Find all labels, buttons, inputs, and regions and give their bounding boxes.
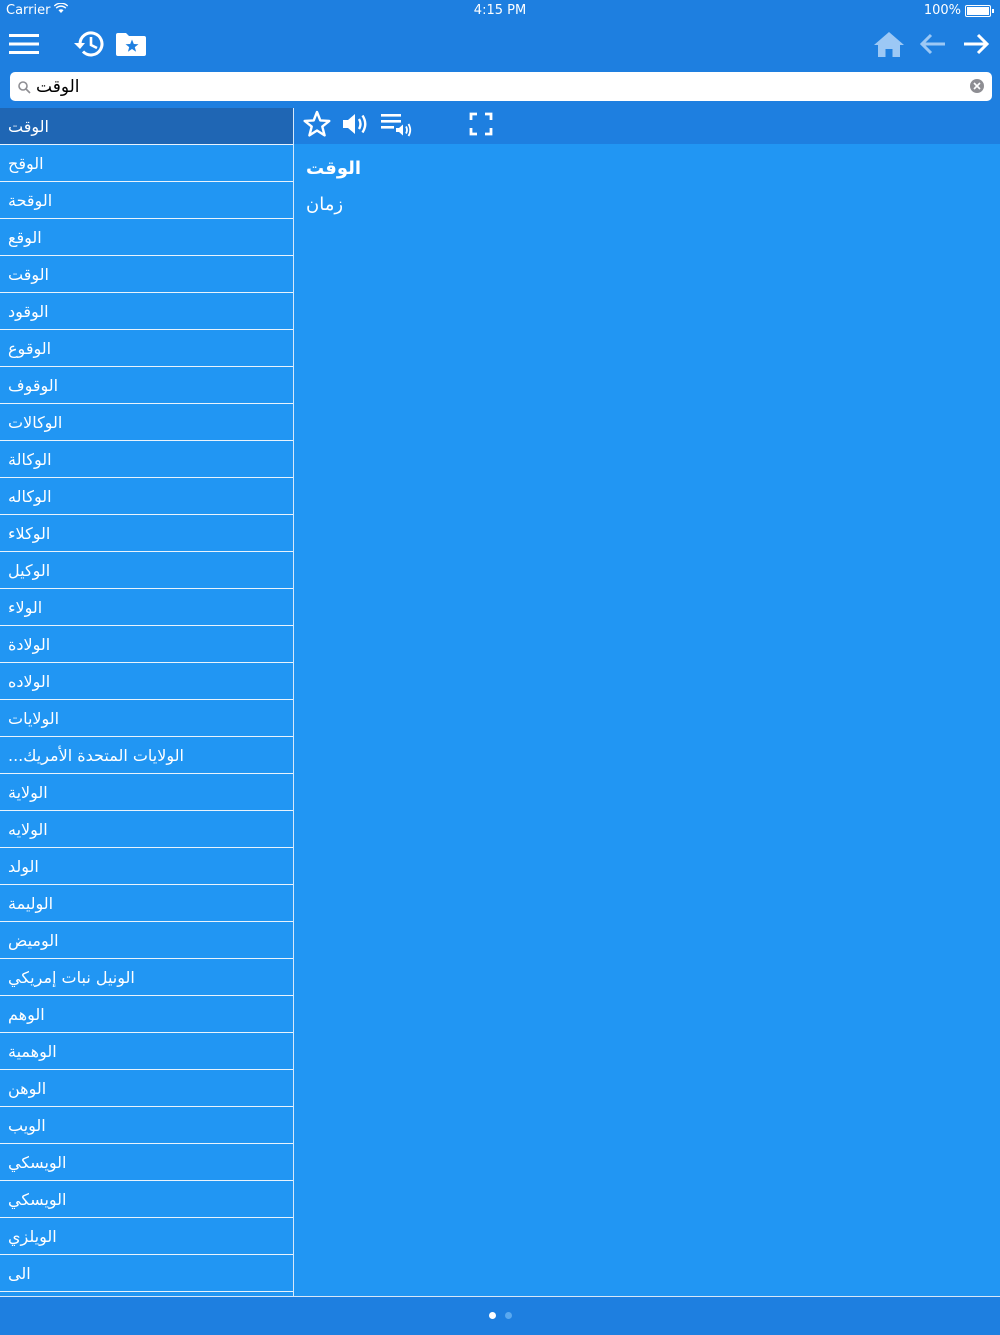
page-indicator[interactable] xyxy=(0,1312,1000,1319)
forward-button[interactable] xyxy=(958,28,994,64)
playlist-audio-icon xyxy=(380,111,414,141)
list-item[interactable]: ...الولايات المتحدة الأمريك xyxy=(0,737,293,774)
list-item[interactable]: الوقوع xyxy=(0,330,293,367)
list-item[interactable]: الوقح xyxy=(0,145,293,182)
list-item[interactable]: الوقحة xyxy=(0,182,293,219)
list-item[interactable]: الوليمة xyxy=(0,885,293,922)
list-item[interactable]: الويسكي xyxy=(0,1181,293,1218)
status-bar xyxy=(0,0,1000,22)
list-item[interactable]: الوقت xyxy=(0,108,293,145)
translation: زمان xyxy=(306,194,344,215)
favorites-button[interactable] xyxy=(113,28,149,64)
bottom-bar xyxy=(0,1296,1000,1335)
list-item[interactable]: الوقود xyxy=(0,293,293,330)
menu-button[interactable] xyxy=(6,28,42,64)
list-item[interactable]: الى xyxy=(0,1255,293,1292)
battery-tip xyxy=(992,9,994,13)
list-item[interactable]: الولايه xyxy=(0,811,293,848)
list-item[interactable]: الوكلاء xyxy=(0,515,293,552)
headword: الوقت xyxy=(306,158,362,179)
status-right xyxy=(924,3,994,18)
fullscreen-icon xyxy=(469,112,493,140)
battery-percent: 100% xyxy=(923,3,961,18)
battery-icon xyxy=(965,5,991,17)
history-button[interactable] xyxy=(70,28,106,64)
detail-toolbar xyxy=(294,108,1000,144)
list-item[interactable]: الولد xyxy=(0,848,293,885)
back-button[interactable] xyxy=(915,28,951,64)
list-item[interactable]: الولايات xyxy=(0,700,293,737)
search-box xyxy=(10,72,992,101)
list-item[interactable]: الوميض xyxy=(0,922,293,959)
forward-arrow-icon xyxy=(962,32,990,60)
favorite-star-icon xyxy=(303,110,331,142)
list-item[interactable]: الوقت xyxy=(0,256,293,293)
list-item[interactable]: الوهم xyxy=(0,996,293,1033)
clear-search-icon[interactable] xyxy=(970,79,984,93)
list-item[interactable]: الوكالة xyxy=(0,441,293,478)
speaker-icon xyxy=(341,111,371,141)
list-item[interactable]: الوهمية xyxy=(0,1033,293,1070)
home-button[interactable] xyxy=(871,28,907,64)
history-icon xyxy=(72,29,104,63)
list-item[interactable]: الوكيل xyxy=(0,552,293,589)
list-item[interactable]: الولاده xyxy=(0,663,293,700)
page-dot[interactable] xyxy=(505,1312,512,1319)
back-arrow-icon xyxy=(919,32,947,60)
search-input[interactable] xyxy=(36,74,966,99)
list-item[interactable]: الونيل نبات إمريكي xyxy=(0,959,293,996)
favorites-folder-icon xyxy=(115,30,147,62)
status-time: 4:15 PM xyxy=(473,3,527,18)
detail-panel xyxy=(294,144,1000,1296)
word-list xyxy=(0,108,294,1296)
list-item[interactable]: الويلزي xyxy=(0,1218,293,1255)
list-item[interactable]: الوكالات xyxy=(0,404,293,441)
page-dot[interactable] xyxy=(489,1312,496,1319)
list-item[interactable]: الولاء xyxy=(0,589,293,626)
list-item[interactable]: الوقوف xyxy=(0,367,293,404)
home-icon xyxy=(873,30,905,62)
list-item[interactable]: الوقع xyxy=(0,219,293,256)
menu-icon xyxy=(9,33,39,59)
favorite-button[interactable] xyxy=(302,111,332,141)
speak-button[interactable] xyxy=(341,111,371,141)
carrier-label: Carrier xyxy=(6,3,51,18)
search-area xyxy=(0,70,1000,108)
playlist-button[interactable] xyxy=(382,111,412,141)
search-icon xyxy=(18,79,31,98)
list-item[interactable]: الويسكي xyxy=(0,1144,293,1181)
list-item[interactable]: الوكاله xyxy=(0,478,293,515)
list-item[interactable]: الولادة xyxy=(0,626,293,663)
list-item[interactable]: الوهن xyxy=(0,1070,293,1107)
top-toolbar xyxy=(0,22,1000,70)
list-item[interactable]: الولاية xyxy=(0,774,293,811)
list-item[interactable]: الويب xyxy=(0,1107,293,1144)
fullscreen-button[interactable] xyxy=(466,111,496,141)
